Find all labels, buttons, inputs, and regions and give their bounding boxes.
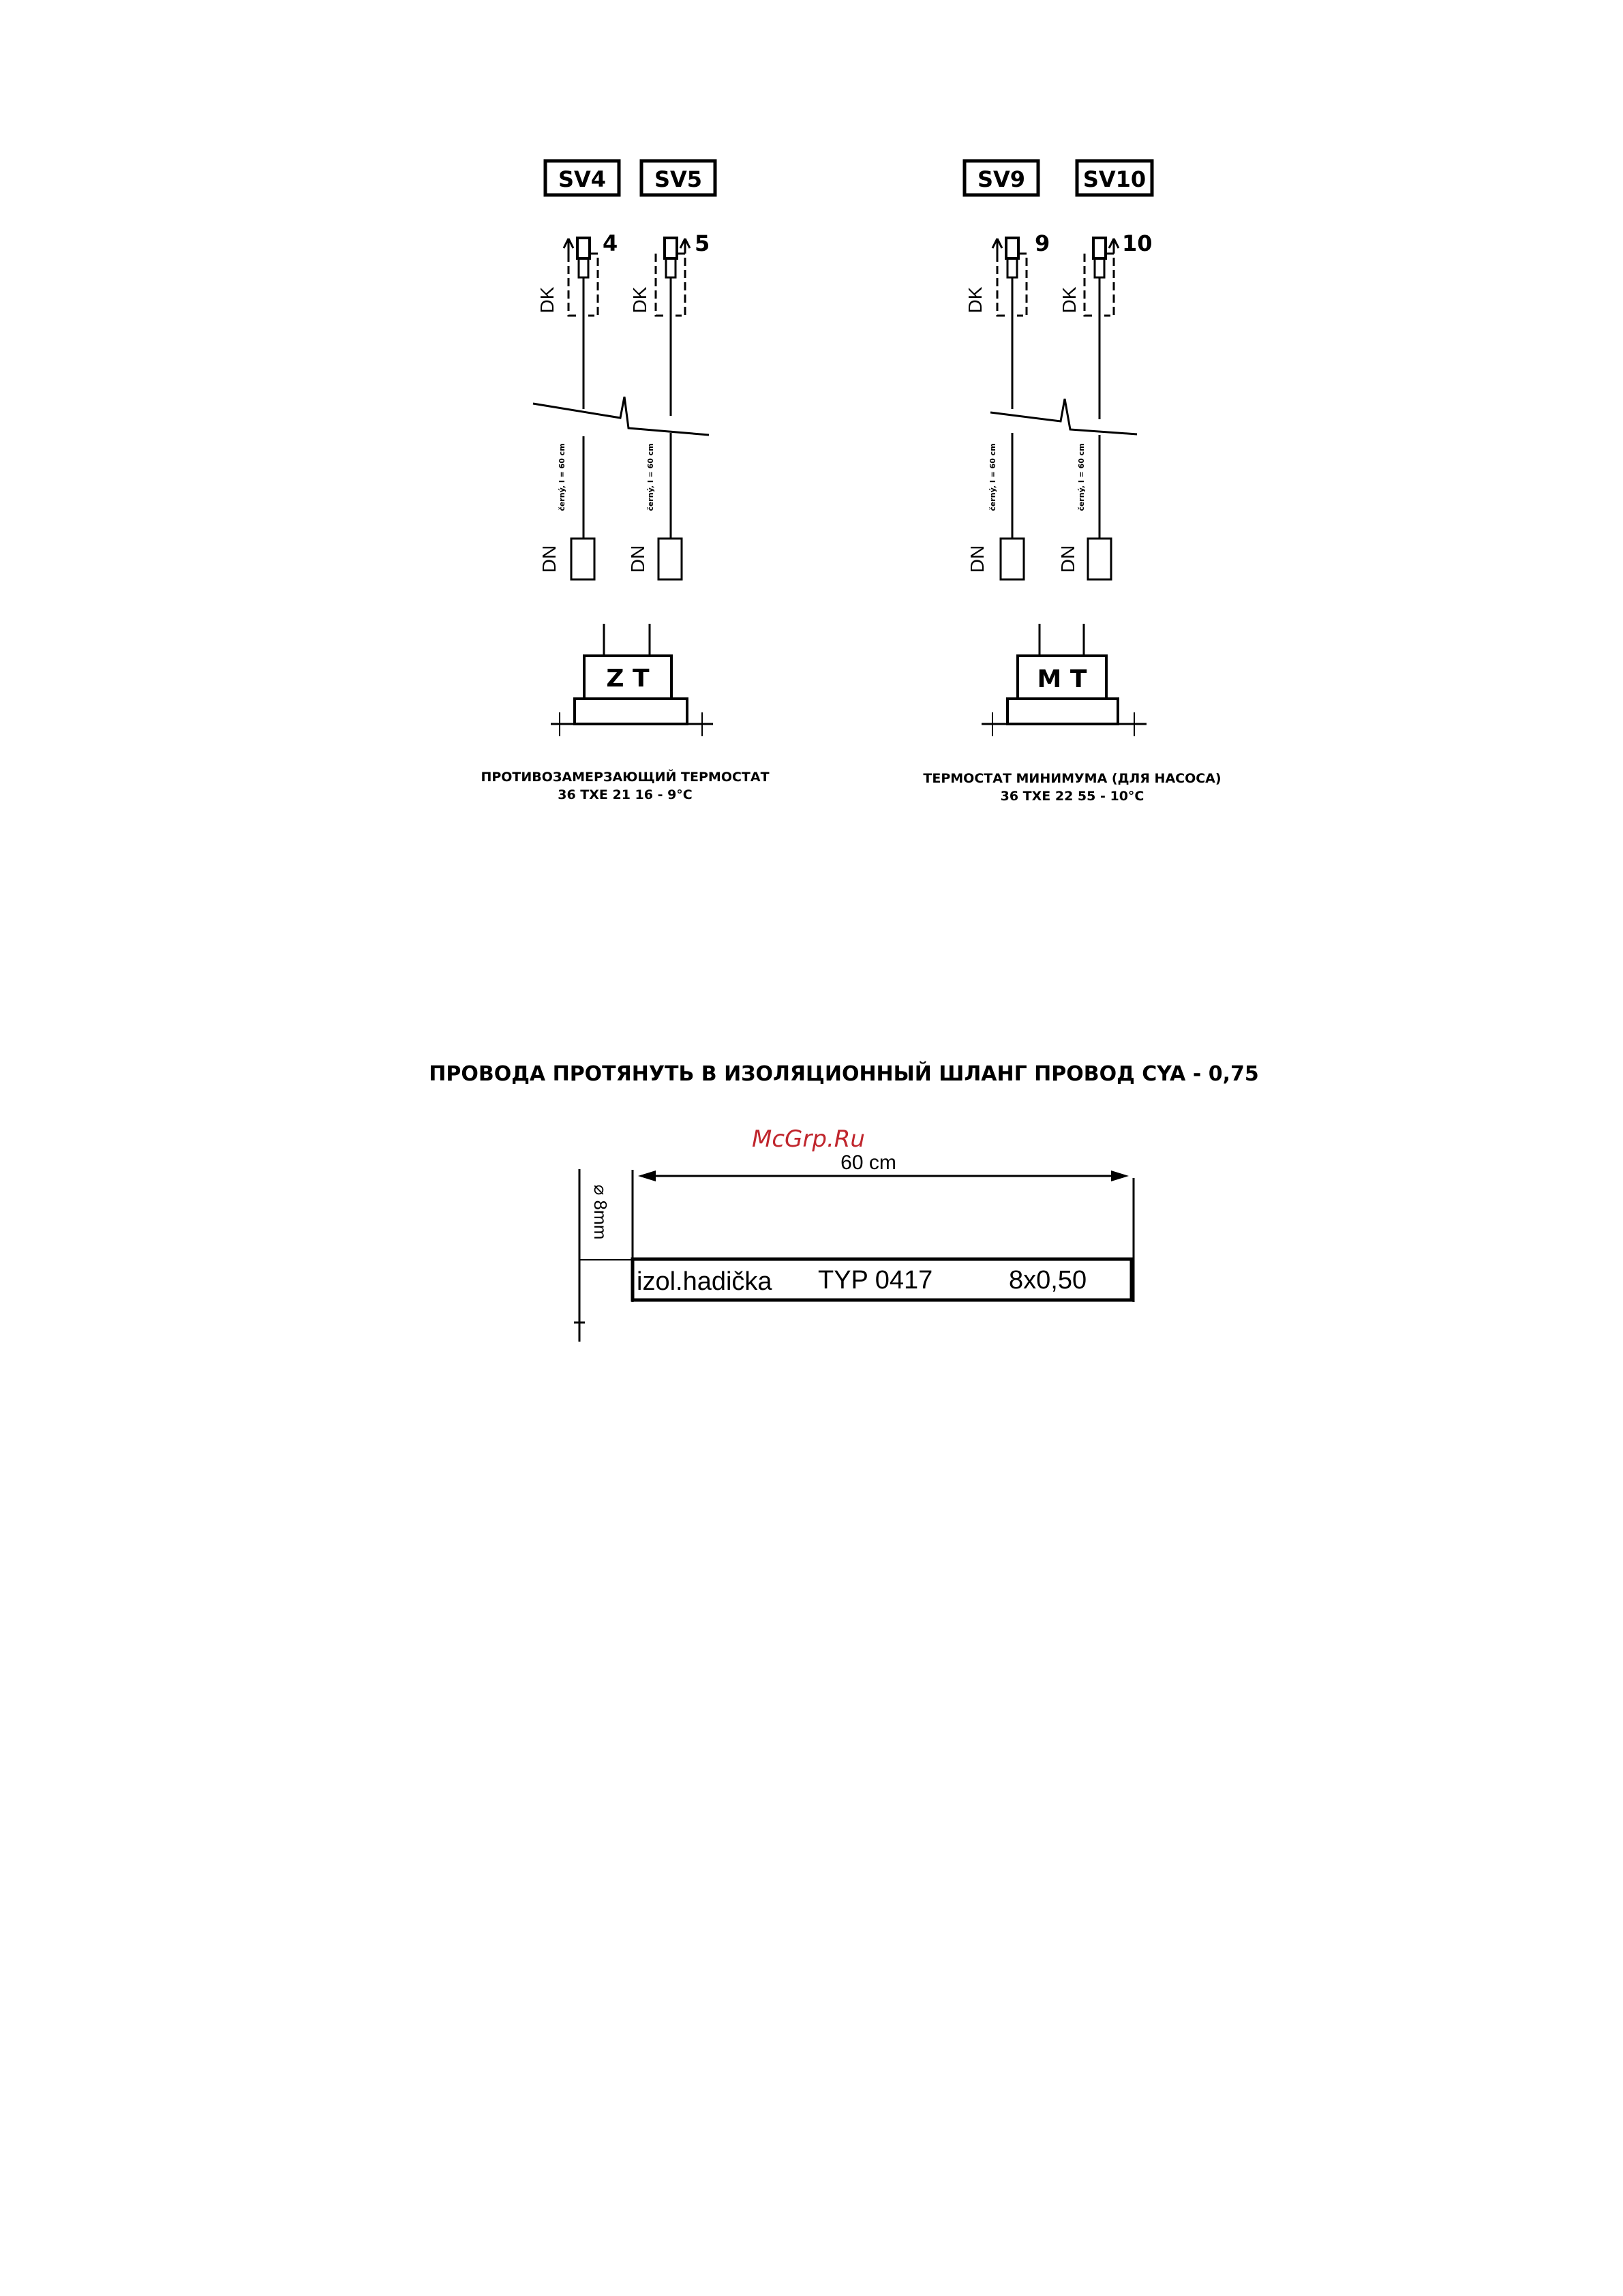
valve-number: 9 — [1035, 230, 1050, 256]
wire-label: černý, l = 60 cm — [988, 443, 997, 511]
valve-sv5 — [627, 161, 715, 579]
device-base — [575, 699, 687, 724]
dn-label: DN — [539, 545, 560, 573]
arrow-left-icon — [638, 1170, 656, 1181]
wire-label: černý, l = 60 cm — [558, 443, 566, 511]
sensor-head — [665, 238, 677, 258]
sensor-head — [1006, 238, 1018, 258]
device-label: Z T — [606, 665, 650, 693]
sensor-body — [579, 258, 588, 277]
caption-title: ПРОТИВОЗАМЕРЗАЮЩИЙ ТЕРМОСТАТ — [481, 770, 770, 785]
dn-label: DN — [967, 545, 988, 573]
break-line — [533, 397, 709, 435]
dk-label: DK — [536, 286, 558, 314]
sensor-dashed-outline — [997, 254, 1007, 316]
terminal-block — [571, 539, 594, 579]
part-name: izol.hadička — [637, 1267, 772, 1296]
valve-tag: SV10 — [1082, 166, 1147, 192]
terminal-block — [1088, 539, 1111, 579]
length-label: 60 cm — [840, 1151, 896, 1174]
valve-tag: SV9 — [977, 166, 1026, 192]
dk-label: DK — [629, 286, 650, 314]
part-size: 8x0,50 — [1009, 1266, 1087, 1295]
valve-sv10 — [1057, 161, 1153, 579]
arrow-icon — [680, 239, 690, 254]
arrow-right-icon — [1111, 1170, 1129, 1181]
hose-section — [429, 1061, 1259, 1342]
watermark: McGrp.Ru — [752, 1126, 865, 1153]
sensor-body — [1095, 258, 1104, 277]
valve-number: 4 — [603, 230, 618, 256]
valve-tag: SV5 — [654, 166, 703, 192]
hose-instruction: ПРОВОДА ПРОТЯНУТЬ В ИЗОЛЯЦИОННЫЙ ШЛАНГ ПРОВОД CYA - 0,75 — [429, 1062, 1259, 1086]
dk-label: DK — [1059, 286, 1080, 314]
valve-tag: SV4 — [558, 166, 607, 192]
dk-label: DK — [965, 286, 986, 314]
thermostat-zt — [551, 624, 713, 736]
thermostat-group-zt — [481, 161, 769, 802]
sensor-head — [577, 238, 590, 258]
caption-subtitle: 36 TXE 22 55 - 10°C — [1000, 789, 1144, 804]
valve-sv4 — [536, 161, 619, 579]
part-type: TYP 0417 — [818, 1266, 933, 1295]
sensor-dashed-outline — [1084, 254, 1095, 316]
sensor-body — [666, 258, 676, 277]
terminal-block — [658, 539, 682, 579]
arrow-icon — [1109, 239, 1119, 254]
dn-label: DN — [1057, 545, 1078, 573]
valve-number: 5 — [695, 230, 710, 256]
caption-subtitle: 36 TXE 21 16 - 9°C — [558, 787, 693, 802]
wire-label: černý, l = 60 cm — [1077, 443, 1086, 511]
thermostat-mt — [982, 624, 1147, 736]
caption-title: ТЕРМОСТАТ МИНИМУМА (ДЛЯ НАСОСА) — [923, 771, 1222, 786]
arrow-icon — [992, 239, 1002, 254]
arrow-icon — [564, 239, 573, 254]
thermostat-group-mt — [923, 161, 1221, 804]
dn-label: DN — [627, 545, 648, 573]
terminal-block — [1001, 539, 1024, 579]
sensor-dashed-outline — [656, 254, 666, 316]
sensor-dashed-outline — [568, 254, 579, 316]
valve-sv9 — [965, 161, 1050, 579]
device-label: M T — [1037, 665, 1087, 693]
device-base — [1007, 699, 1118, 724]
diameter-label: ⌀ 8mm — [590, 1184, 611, 1240]
valve-number: 10 — [1122, 230, 1153, 256]
wire-label: černý, l = 60 cm — [646, 443, 655, 511]
sensor-head — [1093, 238, 1106, 258]
sensor-body — [1007, 258, 1017, 277]
